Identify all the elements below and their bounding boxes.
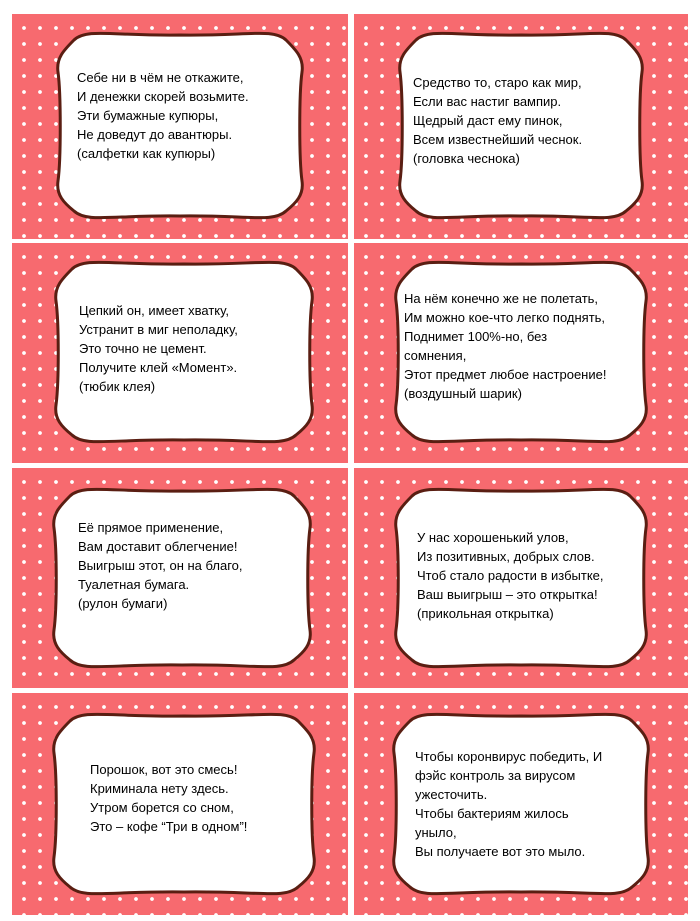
card xyxy=(12,243,348,463)
card-verse: Себе ни в чём не откажите, И денежки скорей возьмите. Эти бумажные купюры, Не доведут до авантюры. (салфетки как купюры) xyxy=(77,70,249,161)
card-verse: На нём конечно же не полетать, Им можно кое-что легко поднять, Поднимет 100%-но, без сомнения, Этот предмет любое настроение! (воздушный шарик) xyxy=(404,291,607,401)
card xyxy=(354,14,688,239)
card-verse: Её прямое применение, Вам доставит облегчение! Выигрыш этот, он на благо, Туалетная бумага. (рулон бумаги) xyxy=(78,520,243,611)
card xyxy=(354,693,688,915)
card xyxy=(354,243,688,463)
card-verse: Средство то, старо как мир, Если вас настиг вампир. Щедрый даст ему пинок, Всем известнейший чеснок. (головка чеснока) xyxy=(413,75,583,166)
card xyxy=(12,14,348,239)
card-verse: Порошок, вот это смесь! Криминала нету здесь. Утром борется со сном, Это – кофе “Три в одном”! xyxy=(90,762,248,834)
card-verse: У нас хорошенький улов, Из позитивных, добрых слов. Чтоб стало радости в избытке, Ваш выигрыш – это открытка! (прикольная открытка) xyxy=(417,530,604,621)
card-verse: Чтобы коронвирус победить, И фэйс контроль за вирусом ужесточить. Чтобы бактериям жилось уныло, Вы получаете вот это мыло. xyxy=(415,749,603,859)
card xyxy=(12,468,348,688)
card xyxy=(12,693,348,915)
card xyxy=(354,468,688,688)
card-verse: Цепкий он, имеет хватку, Устранит в миг неполадку, Это точно не цемент. Получите клей «Момент». (тюбик клея) xyxy=(79,303,238,394)
